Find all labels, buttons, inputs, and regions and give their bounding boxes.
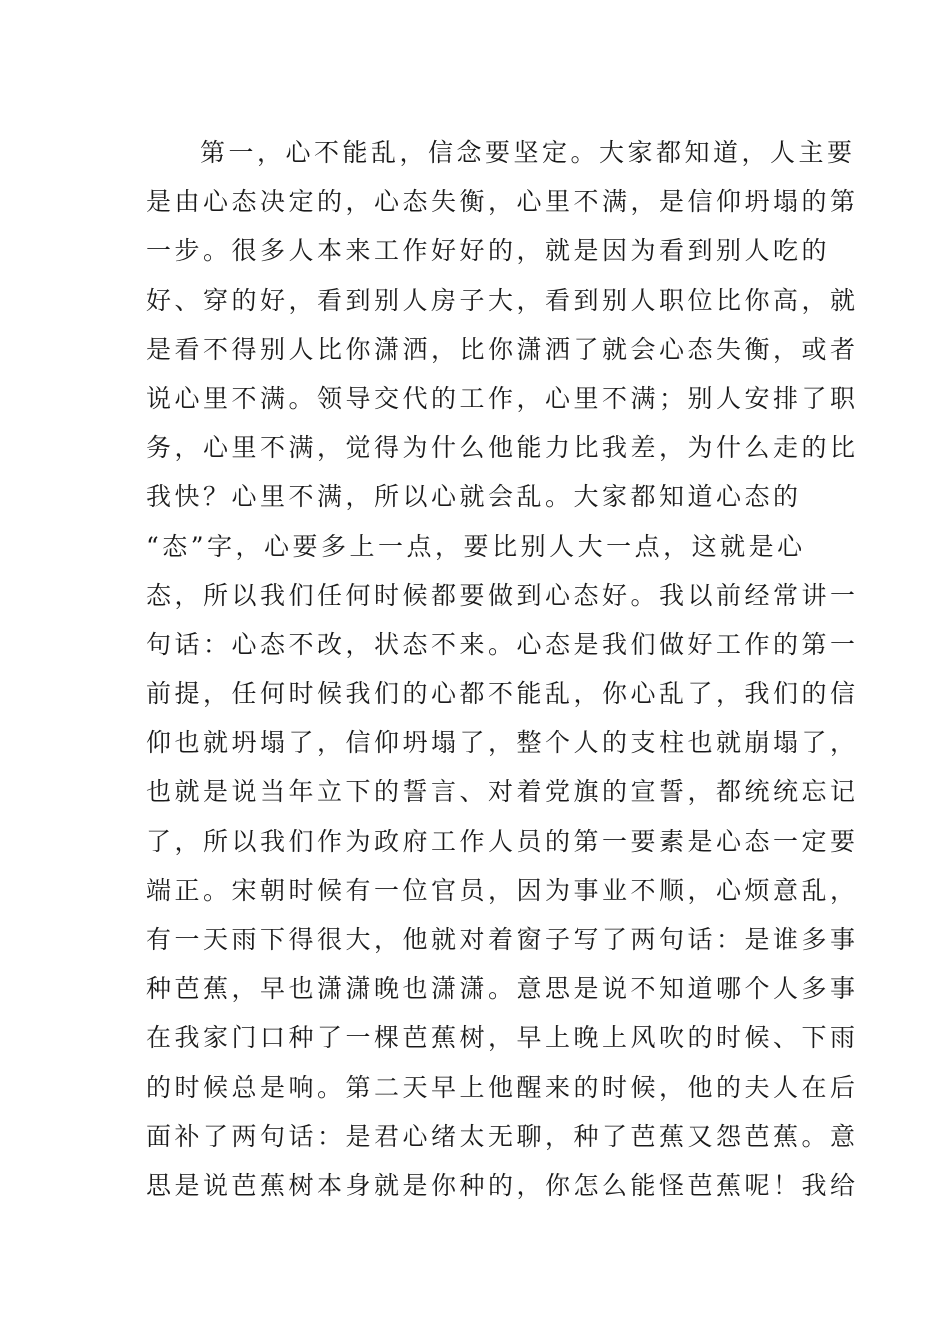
text-line: 前提，任何时候我们的心都不能乱，你心乱了，我们的信 (146, 679, 859, 709)
text-line: 有一天雨下得很大，他就对着窗子写了两句话：是谁多事 (146, 925, 859, 954)
text-line: 也就是说当年立下的誓言、对着党旗的宣誓，都统统忘记 (146, 777, 859, 807)
text-line: 是看不得别人比你潇洒，比你潇洒了就会心态失衡，或者 (146, 334, 859, 364)
text-line: 我快？心里不满，所以心就会乱。大家都知道心态的 (146, 482, 802, 512)
text-line: 仰也就坍塌了，信仰坍塌了，整个人的支柱也就崩塌了， (146, 728, 859, 758)
text-line: 端正。宋朝时候有一位官员，因为事业不顺，心烦意乱， (146, 875, 859, 905)
text-line: 是由心态决定的，心态失衡，心里不满，是信仰坍塌的第 (146, 187, 859, 217)
body-paragraph (146, 133, 859, 1215)
text-line: 思是说芭蕉树本身就是你种的，你怎么能怪芭蕉呢！我给 (146, 1170, 859, 1200)
text-line: 句话：心态不改，状态不来。心态是我们做好工作的第一 (146, 629, 859, 659)
text-line: 务，心里不满，觉得为什么他能力比我差，为什么走的比 (146, 433, 859, 463)
text-line: 的时候总是响。第二天早上他醒来的时候，他的夫人在后 (146, 1072, 859, 1102)
text-line: 好、穿的好，看到别人房子大，看到别人职位比你高，就 (146, 285, 859, 315)
text-line: 态，所以我们任何时候都要做到心态好。我以前经常讲一 (146, 580, 859, 610)
text-line: 了，所以我们作为政府工作人员的第一要素是心态一定要 (146, 826, 859, 856)
text-line: 说心里不满。领导交代的工作，心里不满；别人安排了职 (146, 383, 859, 413)
text-line: 一步。很多人本来工作好好的，就是因为看到别人吃的 (146, 236, 831, 266)
text-line: 面补了两句话：是君心绪太无聊，种了芭蕉又怨芭蕉。意 (146, 1121, 859, 1151)
text-line: 种芭蕉，早也潇潇晚也潇潇。意思是说不知道哪个人多事 (146, 974, 859, 1004)
text-line: 第一，心不能乱，信念要坚定。大家都知道，人主要 (200, 138, 856, 167)
text-line: 在我家门口种了一棵芭蕉树，早上晚上风吹的时候、下雨 (146, 1023, 859, 1053)
text-line: “态”字，心要多上一点，要比别人大一点，这就是心 (146, 531, 806, 561)
